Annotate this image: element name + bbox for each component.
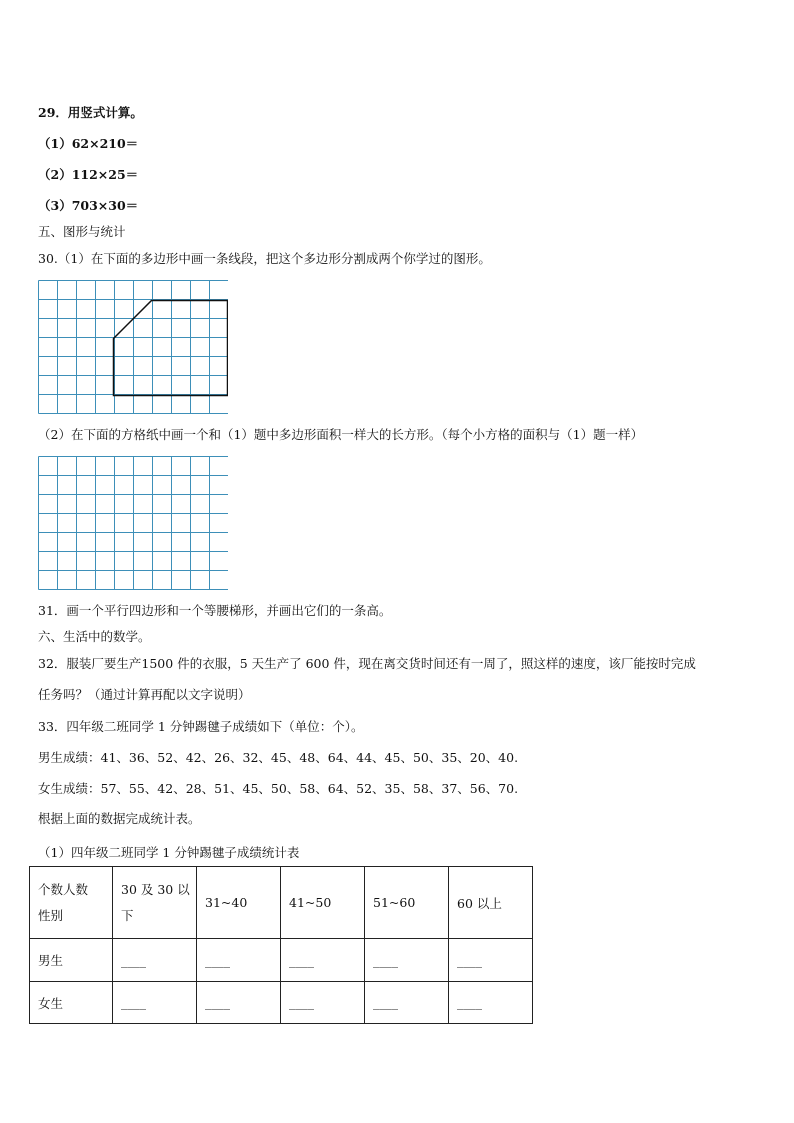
q33-intro: 33．四年级二班同学 1 分钟踢毽子成绩如下（单位：个）。 [38,719,364,734]
q29-title: 29．用竖式计算。 [38,105,143,120]
table-header-row [30,867,533,939]
blank-cell[interactable]: ____ [449,982,533,1024]
section-6-heading: 六、生活中的数学。 [38,629,151,644]
blank-cell[interactable]: ____ [365,939,449,982]
table-row-boys [30,939,533,982]
q32-line1: 32．服装厂要生产1500 件的衣服，5 天生产了 600 件，现在离交货时间还有一周了，照这样的速度，该厂能按时完成 [38,656,696,671]
blank-cell[interactable]: ____ [197,939,281,982]
q30-part1: 30.（1）在下面的多边形中画一条线段，把这个多边形分割成两个你学过的图形。 [38,251,491,266]
blank-cell[interactable]: ____ [365,982,449,1024]
q29-item-3: （3）703×30＝ [38,198,139,213]
q29-item-2: （2）112×25＝ [38,167,139,182]
corner-top-label: 个数人数 [38,881,89,897]
q33-instruction: 根据上面的数据完成统计表。 [38,811,201,826]
table-corner-cell [30,867,113,939]
row-label-boys: 男生 [30,939,113,982]
polygon-grid [38,280,228,414]
q32-line2: 任务吗？（通过计算再配以文字说明） [38,687,251,702]
col-header-60-above: 60 以上 [449,867,533,939]
polygon-shape [114,301,228,396]
row-label-girls: 女生 [30,982,113,1024]
q31-text: 31．画一个平行四边形和一个等腰梯形，并画出它们的一条高。 [38,603,392,618]
q33-girls-scores: 女生成绩：57、55、42、28、51、45、50、58、64、52、35、58、37、56、70. [38,781,519,796]
col1-line2: 下 [121,907,134,923]
col-header-41-50: 41~50 [281,867,365,939]
empty-grid [38,456,228,590]
corner-bottom-label: 性别 [38,907,64,923]
blank-cell[interactable]: ____ [113,939,197,982]
col-header-30-below [113,867,197,939]
col-header-31-40: 31~40 [197,867,281,939]
grid-lines [39,457,229,590]
blank-cell[interactable]: ____ [449,939,533,982]
blank-cell[interactable]: ____ [197,982,281,1024]
table-row-girls [30,982,533,1024]
q29-item-1: （1）62×210＝ [38,136,139,151]
q30-part2: （2）在下面的方格纸中画一个和（1）题中多边形面积一样大的长方形。（每个小方格的面积与（1）题一样） [38,427,644,442]
q33-boys-scores: 男生成绩：41、36、52、42、26、32、45、48、64、44、45、50、35、20、40. [38,750,519,765]
q33-table-title: （1）四年级二班同学 1 分钟踢毽子成绩统计表 [38,845,300,860]
blank-cell[interactable]: ____ [113,982,197,1024]
col1-line1: 30 及 30 以 [121,881,190,897]
blank-cell[interactable]: ____ [281,982,365,1024]
col-header-51-60: 51~60 [365,867,449,939]
section-5-heading: 五、图形与统计 [38,224,126,239]
stats-table [29,866,533,1024]
blank-cell[interactable]: ____ [281,939,365,982]
